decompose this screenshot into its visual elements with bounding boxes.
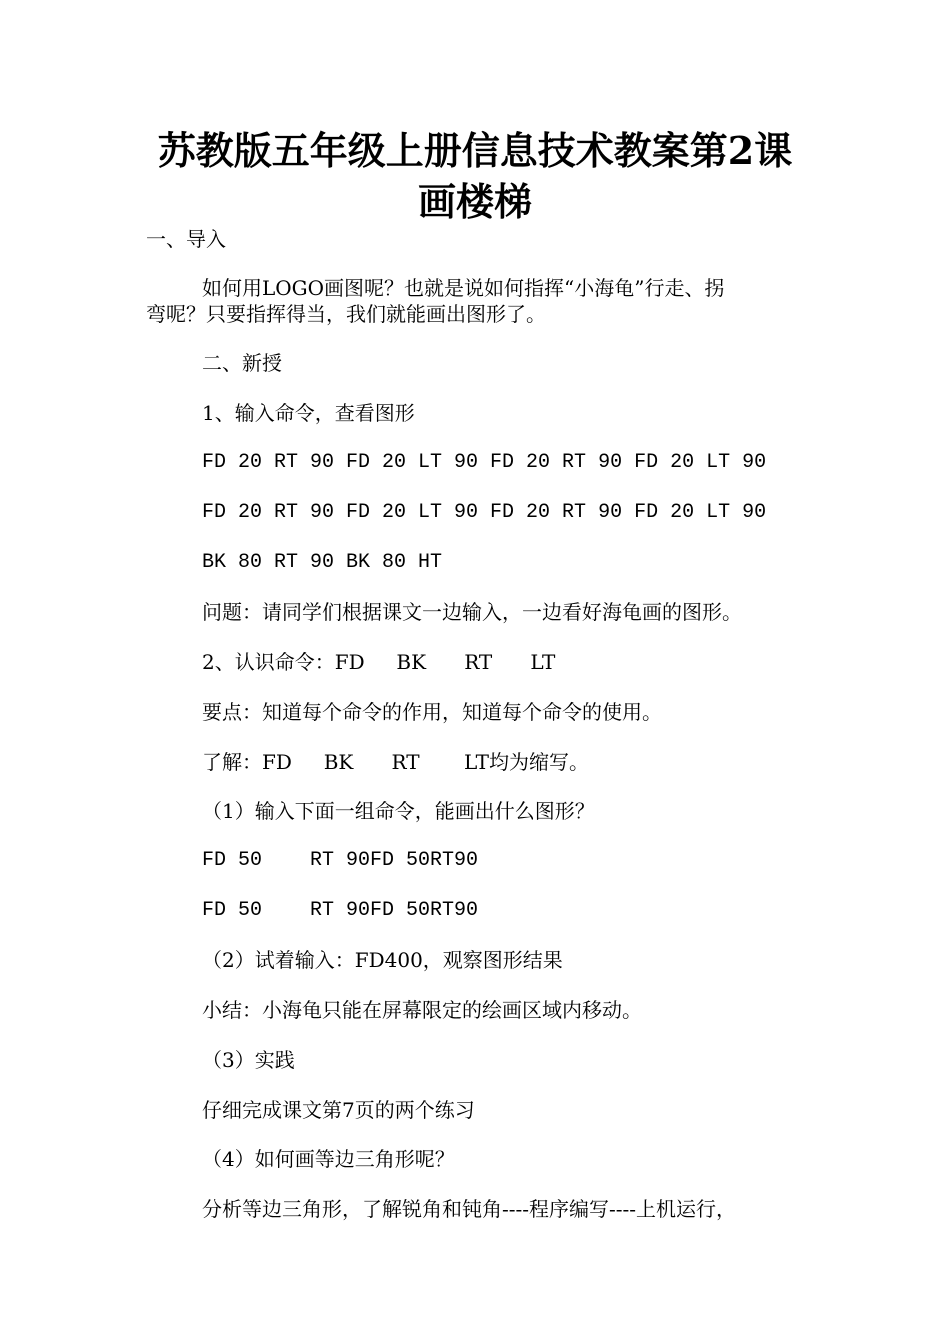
practice-text: 仔细完成课文第7页的两个练习 xyxy=(202,1098,475,1122)
intro-paragraph-line1: 如何用LOGO画图呢？也就是说如何指挥“小海龟”行走、拐 xyxy=(202,276,725,300)
summary-text: 小结：小海龟只能在屏幕限定的绘画区域内移动。 xyxy=(202,998,642,1022)
sub-item-3: （3）实践 xyxy=(202,1048,295,1072)
sub-item-1: （1）输入下面一组命令，能画出什么图形？ xyxy=(202,799,595,823)
document-title-line2: 画楼梯 xyxy=(417,179,532,224)
sub-item-4: （4）如何画等边三角形呢？ xyxy=(202,1147,455,1171)
command-line-2: FD 20 RT 90 FD 20 LT 90 FD 20 RT 90 FD 20 LT 90 xyxy=(202,501,767,524)
sub-item-2: （2）试着输入：FD400，观察图形结果 xyxy=(202,948,563,972)
sub-item-1-command-1: FD 50 RT 90FD 50RT90 xyxy=(202,849,479,872)
section1-heading: 一、导入 xyxy=(146,227,226,251)
understand-text: 了解：FD BK RT LT均为缩写。 xyxy=(202,750,590,774)
analysis-text: 分析等边三角形，了解锐角和钝角----程序编写----上机运行， xyxy=(202,1197,737,1221)
document-title-line1: 苏教版五年级上册信息技术教案第2课 xyxy=(157,128,793,173)
command-line-1: FD 20 RT 90 FD 20 LT 90 FD 20 RT 90 FD 20 LT 90 xyxy=(202,451,767,474)
step1-heading: 1、输入命令，查看图形 xyxy=(202,401,415,425)
section2-heading: 二、新授 xyxy=(202,351,282,375)
intro-paragraph-line2: 弯呢？只要指挥得当，我们就能画出图形了。 xyxy=(146,302,546,326)
step2-heading: 2、认识命令：FD BK RT LT xyxy=(202,650,556,674)
sub-item-1-command-2: FD 50 RT 90FD 50RT90 xyxy=(202,899,479,922)
question-text: 问题：请同学们根据课文一边输入，一边看好海龟画的图形。 xyxy=(202,600,742,624)
key-point-text: 要点：知道每个命令的作用，知道每个命令的使用。 xyxy=(202,700,662,724)
command-line-3: BK 80 RT 90 BK 80 HT xyxy=(202,551,443,574)
